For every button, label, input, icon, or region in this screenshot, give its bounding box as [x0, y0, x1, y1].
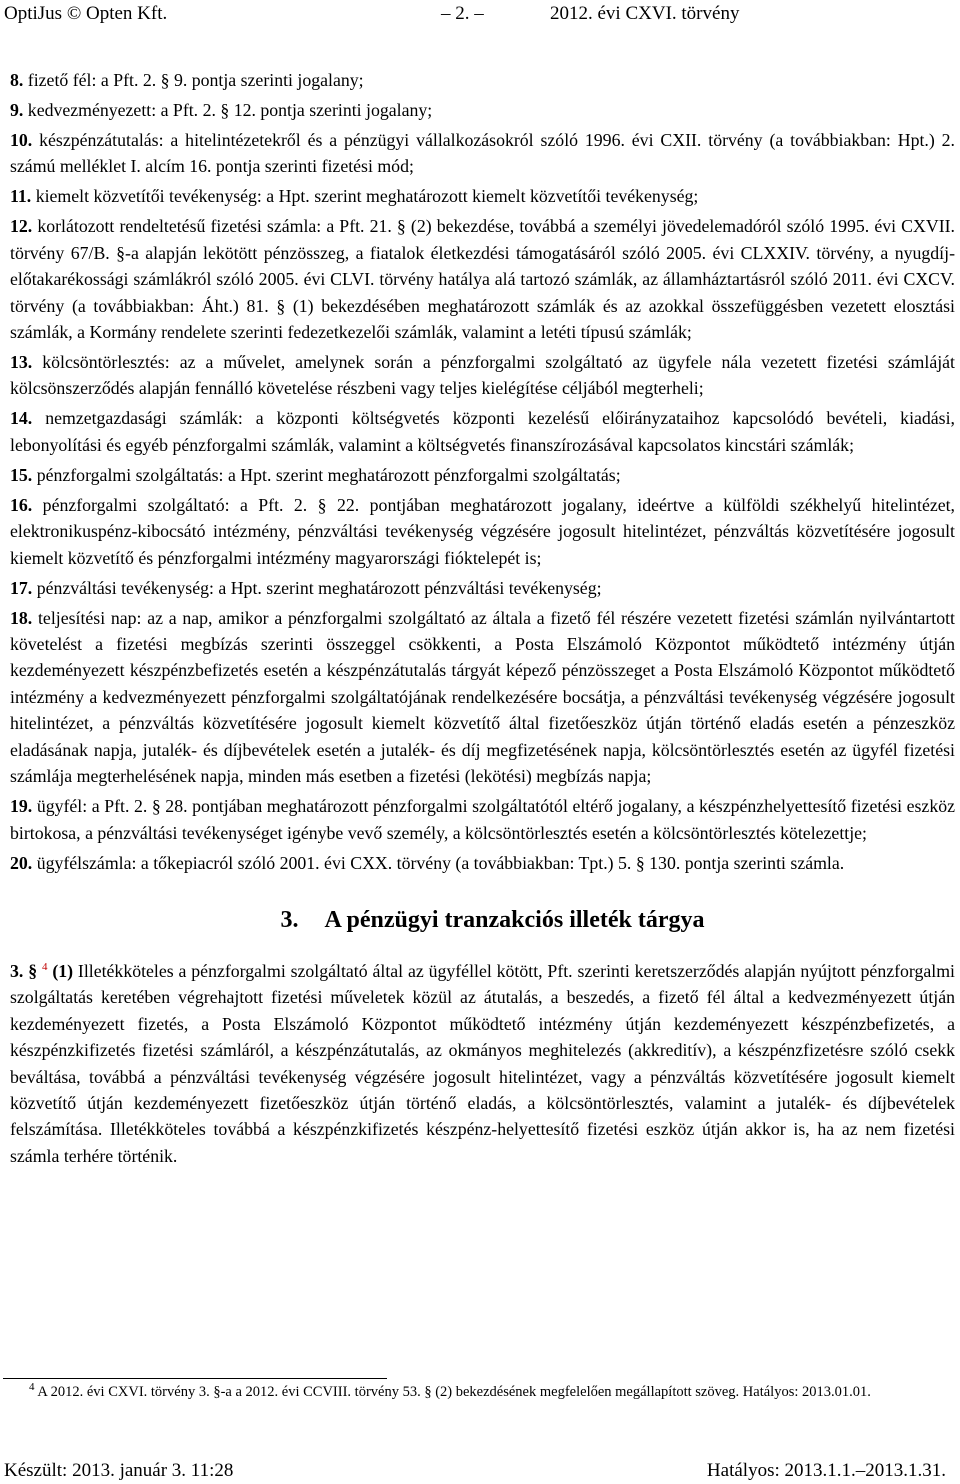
definition-item — [10, 492, 955, 571]
definition-number: 17. — [10, 577, 33, 598]
footnote-text: A 2012. évi CXVI. törvény 3. §-a a 2012. évi CCVIII. törvény 53. § (2) bekezdésének megfelelően megállapított szöveg. Hatályos: 2013.01.01. — [37, 1384, 871, 1400]
definition-item — [10, 605, 955, 790]
definition-item — [10, 67, 955, 93]
definition-number: 13. — [10, 352, 33, 373]
section-text: Illetékköteles a pénzforgalmi szolgáltató által az ügyféllel kötött, Pft. szerinti keretszerződés alapján nyújtott pénzforgalmi szolgáltatás keretében végrehajtott fizetési műveletek közül az átutalás, a beszedés, a fizető fél által a kedvezményezett útján kezdeményezett fizetés, a Posta Elszámoló Központot működtető intézmény útján kezdeményezett készpénzbefizetés, a készpénzkifizetés fizetési számláról, a készpénzátutalás, az okmányos meghitelezés (akkreditív), a készpénzfizetésre szóló csekk beváltása, továbbá a pénzváltási tevékenység végzésére jogosult hitelintézet, vagy a pénzváltás közvetítésére jogosult kiemelt közvetítő útján kezdeményezett fizetőeszköz útján történő eladás, a kölcsöntörlesztés, valamint a jutalék- és díjbevételek felszámítása. Illetékköteles továbbá a készpénzkifizetés készpénz-helyettesítő fizetési eszköz útján akkor is, ha az nem fizetési számla terhére történik. — [10, 960, 956, 1166]
definition-item — [10, 462, 955, 488]
definition-item — [10, 127, 955, 180]
header-publisher: OptiJus © Opten Kft. — [4, 3, 168, 24]
definition-number: 8. — [10, 70, 24, 90]
definition-text: ügyfélszámla: a tőkepiacról szóló 2001. évi CXX. törvény (a továbbiakban: Tpt.) 5. § 130. pontja szerinti számla. — [36, 852, 845, 873]
footer-created: Készült: 2013. január 3. 11:28 — [4, 1460, 234, 1481]
definition-number: 11. — [10, 186, 32, 207]
footnote-number: 4 — [29, 1381, 35, 1394]
definition-text: pénzváltási tevékenység: a Hpt. szerint meghatározott pénzváltási tevékenység; — [36, 577, 602, 598]
definition-number: 10. — [10, 130, 33, 150]
section-3 — [10, 958, 955, 1169]
definition-item — [10, 213, 955, 345]
definition-text: ügyfél: a Pft. 2. § 28. pontjában meghatározott pénzforgalmi szolgáltatótól eltérő jogalany, a készpénzhelyettesítő fizetési eszköz birtokosa, a pénzváltási tevékenységet igénybe vevő személy, a kölcsöntörlesztés esetén a kölcsöntörlesztés kötelezettje; — [10, 796, 955, 843]
definition-item — [10, 349, 955, 402]
definition-text: nemzetgazdasági számlák: a központi költségvetés központi kezelésű előirányzataihoz kapcsolódó bevételi, kiadási, lebonyolítási és egyéb pénzforgalmi számlák, valamint a költségvetés finanszírozásával kapcsolatos kincstári számlák; — [10, 408, 955, 455]
chapter-number: 3. — [280, 906, 299, 933]
definition-number: 14. — [10, 408, 33, 429]
definition-text: kölcsöntörlesztés: az a művelet, amelynek során a pénzforgalmi szolgáltató az ügyfele nála vezetett fizetési számláját kölcsönszerződés alapján fennálló követelése részbeni vagy teljes kielégítése céljából megterheli; — [10, 352, 955, 399]
definition-text: kiemelt közvetítői tevékenység: a Hpt. szerint meghatározott kiemelt közvetítői tevékenység; — [35, 186, 699, 207]
paragraph-number: (1) — [52, 960, 74, 981]
definition-text: kedvezményezett: a Pft. 2. § 12. pontja szerinti jogalany; — [27, 100, 433, 120]
section-number: 3. § — [10, 960, 38, 981]
page-header — [0, 0, 960, 30]
definition-item — [10, 575, 955, 601]
definition-text: készpénzátutalás: a hitelintézetekről és a pénzügyi vállalkozásokról szóló 1996. évi CXII. törvény (a továbbiakban: Hpt.) 2. számú melléklet I. alcím 16. pontja szerinti fizetési mód; — [10, 130, 956, 177]
definition-number: 20. — [10, 852, 33, 873]
chapter-title: A pénzügyi tranzakciós illeték tárgya — [324, 906, 705, 933]
header-page-number: – 2. – — [441, 3, 484, 24]
definition-text: teljesítési nap: az a nap, amikor a pénzforgalmi szolgáltató az általa a fizető fél részére vezetett fizetési számlán nyilvántartott követelést a fizetési megbízás szerinti összeggel csökkenti, a Posta Elszámoló Központot működtető intézmény útján kezdeményezett készpénzbefizetés esetén a készpénzátutalás tárgyát képező pénzösszeget a Posta Elszámoló Központot működtető intézmény a kedvezményezett pénzforgalmi szolgáltatójának rendelkezésére bocsátja, a pénzváltási tevékenység végzésére jogosult hitelintézet, a pénzváltás közvetítésére jogosult kiemelt közvetítő által fizetőeszköz útján történő eladás esetén a pénzeszköz eladásának napja, jutalék- és díjbevételek esetén a jutalék- és díj megfizetésének napja, kölcsöntörlesztés esetén az ügyfél fizetési számlája megterhelésének napja, minden más esetben a fizetési (lekötési) megbízás napja; — [10, 607, 955, 787]
definition-number: 12. — [10, 216, 33, 237]
definition-number: 19. — [10, 796, 33, 817]
definition-list — [10, 67, 955, 876]
chapter-heading — [10, 905, 955, 935]
definition-text: pénzforgalmi szolgáltatás: a Hpt. szerint meghatározott pénzforgalmi szolgáltatás; — [36, 464, 621, 485]
definition-item — [10, 183, 955, 209]
footer-validity: Hatályos: 2013.1.1.–2013.1.31. — [706, 1460, 946, 1481]
definition-number: 15. — [10, 464, 33, 485]
definition-text: pénzforgalmi szolgáltató: a Pft. 2. § 22. pontjában meghatározott jogalany, ideértve a külföldi székhelyű hitelintézet, elektronikuspénz-kibocsátó intézmény, pénzváltási tevékenység végzésére jogosult hitelintézet, pénzváltás közvetítésére jogosult kiemelt közvetítő és pénzforgalmi intézmény magyarországi fióktelepét is; — [10, 494, 955, 568]
definition-item — [10, 850, 955, 876]
footnote-ref-link[interactable]: 4 — [41, 960, 48, 973]
definition-item — [10, 405, 955, 458]
definition-number: 18. — [10, 607, 33, 628]
definition-text: korlátozott rendeltetésű fizetési számla: a Pft. 21. § (2) bekezdése, továbbá a személyi jövedelemadóról szóló 1995. évi CXVII. törvény 67/B. §-a alapján lekötött pénzösszeg, a fiatalok életkezdési támogatásáról szóló 2005. évi CLXXIV. törvény, a nyugdíj-előtakarékossági számlákról szóló 2005. évi CLVI. törvény hatálya alá tartozó számlák, az államháztartásról szóló 2011. évi CXCV. törvény (a továbbiakban: Áht.) 81. § (1) bekezdésében meghatározott számlák és az azokkal összefüggésben vezetett elosztási számlák, a Kormány rendelete szerinti fedezetkezelői számlák, valamint a letéti típusú számlák; — [10, 216, 955, 343]
definition-number: 16. — [10, 494, 33, 515]
footnote — [3, 1378, 955, 1404]
document-body — [10, 67, 955, 1169]
header-law-title: 2012. évi CXVI. törvény — [550, 3, 740, 24]
footnote-divider — [3, 1378, 387, 1379]
page-footer — [0, 1457, 960, 1483]
definition-item — [10, 97, 955, 123]
definition-text: fizető fél: a Pft. 2. § 9. pontja szerinti jogalany; — [27, 70, 364, 90]
definition-item — [10, 793, 955, 846]
definition-number: 9. — [10, 100, 24, 120]
